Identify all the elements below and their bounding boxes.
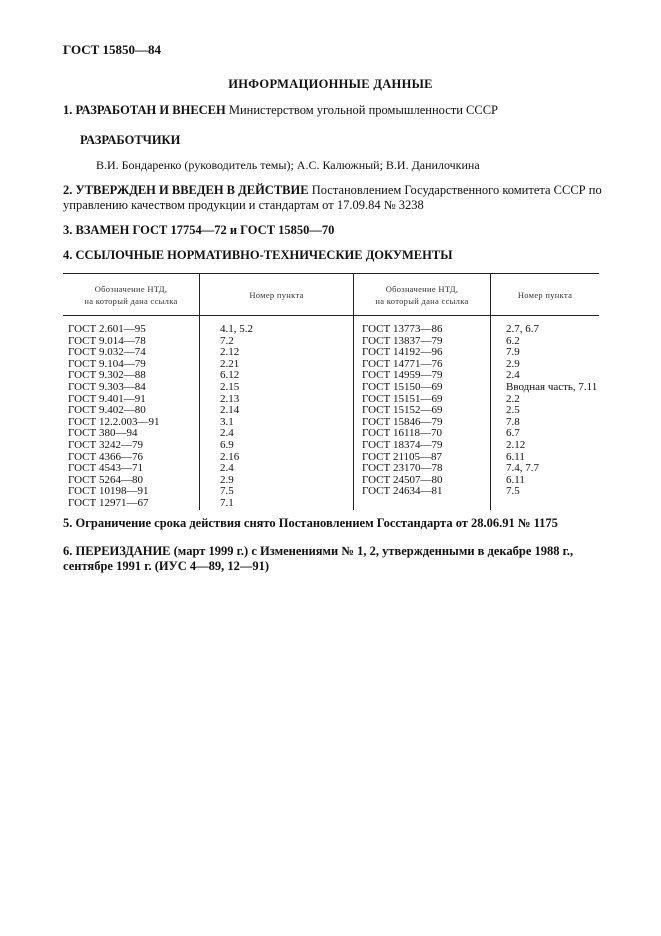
table-cell-standard: ГОСТ 14959—79 (362, 369, 443, 382)
right-standard-column (354, 316, 491, 510)
item-4 (63, 248, 608, 263)
item-6 (63, 544, 608, 574)
document-code: ГОСТ 15850—84 (63, 42, 162, 57)
table-cell-standard: ГОСТ 12.2.003—91 (68, 415, 160, 428)
table-cell-item: 2.12 (220, 346, 240, 359)
table-cell-item: 6.11 (506, 473, 525, 486)
table-cell-standard: ГОСТ 15152—69 (362, 404, 443, 417)
table-cell-standard: ГОСТ 9.401—91 (68, 392, 146, 405)
item-5 (63, 516, 608, 531)
table-cell-standard: ГОСТ 24634—81 (362, 485, 443, 498)
table-cell-item: 6.7 (506, 427, 520, 440)
header-item-left: Номер пункта (200, 274, 354, 316)
table-cell-standard: ГОСТ 21105—87 (362, 450, 443, 463)
right-item-column (491, 316, 600, 510)
item-3-number: 3. (63, 223, 73, 237)
item-2-number: 2. (63, 183, 73, 197)
item-3 (63, 223, 608, 238)
section-heading: ИНФОРМАЦИОННЫЕ ДАННЫЕ (228, 77, 433, 91)
table-cell-item: 7.9 (506, 346, 520, 359)
table-cell-standard: ГОСТ 10198—91 (68, 485, 149, 498)
item-2 (63, 183, 608, 213)
table-cell-standard: ГОСТ 15150—69 (362, 380, 443, 393)
table-cell-standard: ГОСТ 380—94 (68, 427, 138, 440)
table-cell-item: 7.2 (220, 334, 234, 347)
item-6-text: ПЕРЕИЗДАНИЕ (март 1999 г.) с Изменениями № 1, 2, утвержденными в декабре 1988 г., сентябре 1991 г. (ИУС 4—89, 12—91) (63, 544, 574, 573)
table-header-row (63, 274, 599, 316)
item-3-text: ВЗАМЕН ГОСТ 17754—72 и ГОСТ 15850—70 (75, 223, 335, 237)
table-cell-item: 3.1 (220, 415, 234, 428)
table-cell-standard: ГОСТ 9.104—79 (68, 357, 146, 370)
table-cell-standard: ГОСТ 3242—79 (68, 438, 143, 451)
table-body-row (63, 316, 599, 510)
table-cell-item: 2.5 (506, 404, 520, 417)
table-cell-standard: ГОСТ 24507—80 (362, 473, 443, 486)
header-std-left: Обозначение НТД, на который дана ссылка (63, 274, 200, 316)
item-2-text: Постановлением Государственного комитета СССР по управлению качеством продукции и стандартам от 17.09.84 № 3238 (63, 183, 602, 212)
item-1-number: 1. (63, 103, 73, 117)
table-cell-item: 2.12 (506, 438, 526, 451)
table-cell-item: 2.4 (220, 427, 234, 440)
table-cell-item: 2.15 (220, 380, 240, 393)
item-5-text: Ограничение срока действия снято Постановлением Госстандарта от 28.06.91 № 1175 (75, 516, 558, 530)
table-cell-standard: ГОСТ 2.601—95 (68, 323, 146, 335)
table-cell-item: 6.9 (220, 438, 234, 451)
item-1-text: Министерством угольной промышленности СССР (225, 103, 498, 117)
left-standard-column (63, 316, 200, 510)
developers-list: В.И. Бондаренко (руководитель темы); А.С. Калюжный; В.И. Данилочкина (96, 158, 480, 172)
table-cell-standard: ГОСТ 13773—86 (362, 323, 443, 335)
table-cell-item: 7.4, 7.7 (506, 462, 539, 475)
table-cell-item: 2.9 (220, 473, 234, 486)
header-std-right: Обозначение НТД, на который дана ссылка (354, 274, 491, 316)
table-cell-standard: ГОСТ 16118—70 (362, 427, 443, 440)
table-cell-standard: ГОСТ 4366—76 (68, 450, 143, 463)
table-cell-standard: ГОСТ 9.302—88 (68, 369, 146, 382)
table-cell-item: 6.11 (506, 450, 525, 463)
table-cell-standard: ГОСТ 15151—69 (362, 392, 443, 405)
table-cell-standard: ГОСТ 13837—79 (362, 334, 443, 347)
table-cell-standard: ГОСТ 12971—67 (68, 496, 149, 509)
table-cell-standard: ГОСТ 15846—79 (362, 415, 443, 428)
item-5-number: 5. (63, 516, 73, 530)
reference-table (63, 273, 599, 510)
table-cell-standard: ГОСТ 4543—71 (68, 462, 143, 475)
table-cell-item: 6.2 (506, 334, 520, 347)
item-4-number: 4. (63, 248, 73, 262)
table-cell-item: 6.12 (220, 369, 240, 382)
item-1 (63, 103, 608, 118)
table-cell-standard: ГОСТ 18374—79 (362, 438, 443, 451)
table-cell-standard: ГОСТ 5264—80 (68, 473, 143, 486)
table-cell-item: 2.16 (220, 450, 240, 463)
table-cell-standard: ГОСТ 9.014—78 (68, 334, 146, 347)
table-cell-item: 7.5 (506, 485, 520, 498)
item-4-text: ССЫЛОЧНЫЕ НОРМАТИВНО-ТЕХНИЧЕСКИЕ ДОКУМЕНТЫ (75, 248, 453, 262)
developers-title: РАЗРАБОТЧИКИ (80, 133, 181, 147)
item-2-lead: УТВЕРЖДЕН И ВВЕДЕН В ДЕЙСТВИЕ (75, 183, 309, 197)
left-item-column (200, 316, 354, 510)
item-6-number: 6. (63, 544, 73, 558)
table-cell-item: 2.14 (220, 404, 240, 417)
header-item-right: Номер пункта (491, 274, 600, 316)
table-cell-item: 2.9 (506, 357, 520, 370)
table-cell-item: Вводная часть, 7.11 (506, 380, 598, 393)
table-cell-standard: ГОСТ 14192—96 (362, 346, 443, 359)
table-cell-item: 2.4 (220, 462, 234, 475)
table-cell-item: 2.13 (220, 392, 240, 405)
table-cell-item: 7.1 (220, 496, 234, 509)
table-cell-item: 2.2 (506, 392, 520, 405)
table-cell-item: 2.4 (506, 369, 520, 382)
table-cell-item: 7.5 (220, 485, 234, 498)
table-cell-standard: ГОСТ 9.303—84 (68, 380, 146, 393)
table-cell-item: 2.7, 6.7 (506, 323, 539, 335)
table-cell-standard: ГОСТ 9.402—80 (68, 404, 146, 417)
table-cell-standard: ГОСТ 9.032—74 (68, 346, 146, 359)
table-cell-item: 4.1, 5.2 (220, 323, 253, 335)
table-cell-standard: ГОСТ 14771—76 (362, 357, 443, 370)
item-1-lead: РАЗРАБОТАН И ВНЕСЕН (75, 103, 226, 117)
table-cell-item: 2.21 (220, 357, 240, 370)
table-cell-standard: ГОСТ 23170—78 (362, 462, 443, 475)
table-cell-item: 7.8 (506, 415, 520, 428)
